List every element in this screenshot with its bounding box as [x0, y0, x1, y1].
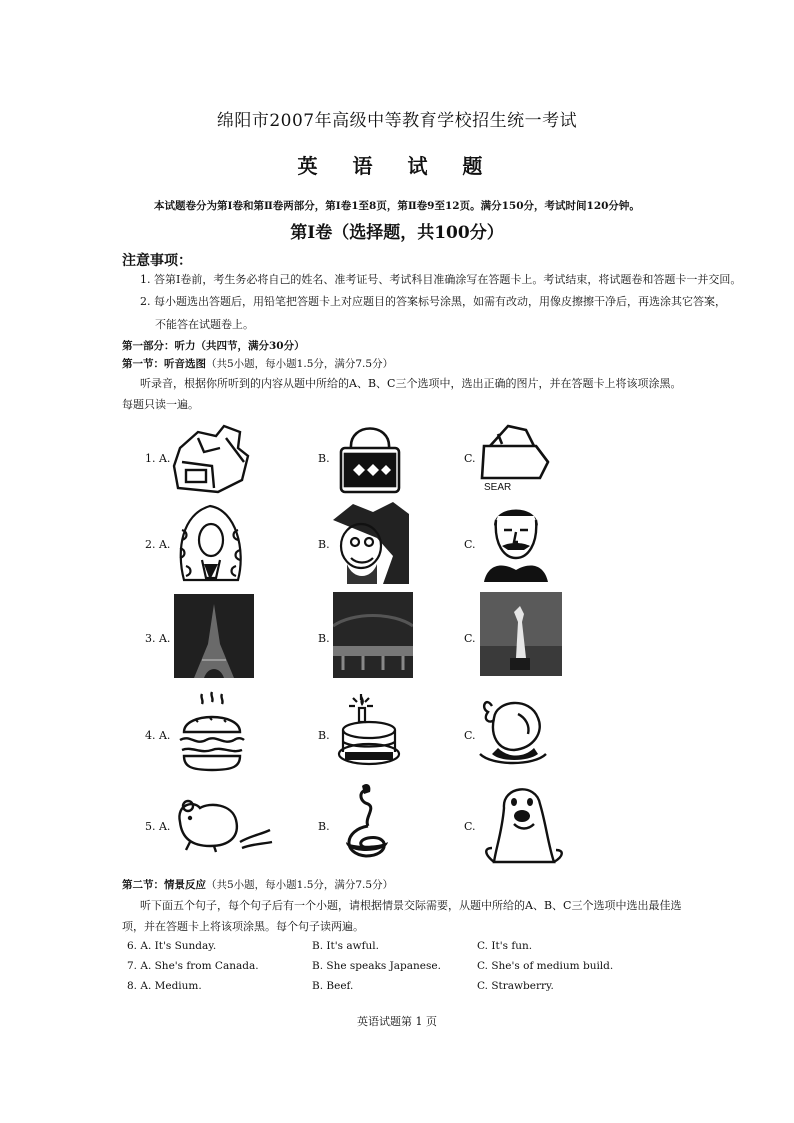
q2-label: 2. A.	[145, 538, 171, 551]
section1-title	[122, 356, 393, 371]
q2-option-c: C.	[464, 538, 476, 551]
q7-option-c: C. She's of medium build.	[477, 960, 614, 972]
section2-title-rest: （共5小题，每小题1.5分，满分7.5分）	[206, 879, 394, 891]
q8-option-a: 8. A. Medium.	[127, 980, 202, 992]
mouse-icon	[170, 796, 274, 854]
q4-option-c: C.	[464, 729, 476, 742]
subject-title: 英 语 试 题	[297, 154, 497, 178]
statue-of-liberty-photo	[480, 592, 562, 676]
eiffel-tower-photo	[174, 594, 254, 678]
q5-label: 5. A.	[145, 820, 171, 833]
q6-option-b: B. It's awful.	[312, 940, 379, 952]
snake-icon	[336, 782, 396, 862]
q3-option-c: C.	[464, 632, 476, 645]
backpack-icon	[168, 418, 256, 498]
q1-option-c: C.	[464, 452, 476, 465]
part1-title-text: 第一部分：听力（共四节，满分30分）	[122, 340, 305, 352]
q5-option-c: C.	[464, 820, 476, 833]
svg-text:SEAR: SEAR	[484, 482, 512, 493]
seal-icon	[484, 778, 564, 868]
notice-item-2-continued: 不能答在试题卷上。	[155, 318, 254, 331]
section1-instruction: 听录音，根据你所听到的内容从题中所给的A、B、C三个选项中，选出正确的图片，并在答题卡上将该项涂黑。每题只读一遍。	[122, 377, 682, 411]
handbag-icon	[333, 414, 407, 496]
mustache-man-icon	[484, 500, 548, 582]
paper-info: 本试题卷分为第Ⅰ卷和第Ⅱ卷两部分，第Ⅰ卷1至8页，第Ⅱ卷9至12页。满分150分，考试时间120分钟。	[154, 200, 640, 212]
part1-title	[122, 338, 305, 353]
section1-title-rest: （共5小题，每小题1.5分，满分7.5分）	[206, 358, 394, 370]
old-man-icon	[333, 500, 409, 584]
q6-option-a: 6. A. It's Sunday.	[127, 940, 217, 952]
exam-title: 绵阳市2007年高级中等教育学校招生统一考试	[216, 111, 578, 131]
q7-option-a: 7. A. She's from Canada.	[127, 960, 259, 972]
section1-title-bold: 第一节：听音选图	[122, 358, 206, 370]
notice-heading: 注意事项：	[122, 253, 192, 269]
wig-man-icon	[172, 500, 250, 586]
q3-label: 3. A.	[145, 632, 171, 645]
choice-question-7	[127, 960, 687, 976]
birthday-cake-icon	[333, 690, 405, 774]
notice-item-2: 2. 每小题选出答题后，用铅笔把答题卡上对应题目的答案标号涂黑，如需有改动，用像皮擦擦干净后，再选涂其它答案，	[140, 295, 726, 308]
q2-option-b: B.	[318, 538, 330, 551]
hamburger-icon	[176, 690, 248, 776]
q8-option-b: B. Beef.	[312, 980, 354, 992]
q5-option-b: B.	[318, 820, 330, 833]
q4-option-b: B.	[318, 729, 330, 742]
section2-title-bold: 第二节：情景反应	[122, 879, 206, 891]
briefcase-icon	[478, 416, 554, 494]
q3-option-b: B.	[318, 632, 330, 645]
notice-item-1: 1. 答第Ⅰ卷前，考生务必将自己的姓名、准考证号、考试科目准确涂写在答题卡上。考试结束，将试题卷和答题卡一并交回。	[140, 273, 742, 286]
q7-option-b: B. She speaks Japanese.	[312, 960, 441, 972]
choice-question-8	[127, 980, 687, 996]
section2-instruction: 听下面五个句子，每个句子后有一个小题，请根据情景交际需要，从题中所给的A、B、C三个选项中选出最佳选项，并在答题卡上将该项涂黑。每个句子读两遍。	[122, 899, 682, 933]
q4-label: 4. A.	[145, 729, 171, 742]
bridge-photo	[333, 592, 413, 678]
roast-turkey-icon	[478, 692, 548, 770]
page-footer: 英语试题第 1 页	[357, 1015, 437, 1028]
volume-title: 第Ⅰ卷（选择题，共100分）	[290, 223, 504, 243]
choice-question-6	[127, 940, 687, 956]
q1-label: 1. A.	[145, 452, 171, 465]
section2-title	[122, 877, 393, 892]
q6-option-c: C. It's fun.	[477, 940, 533, 952]
q1-option-b: B.	[318, 452, 330, 465]
q8-option-c: C. Strawberry.	[477, 980, 554, 992]
